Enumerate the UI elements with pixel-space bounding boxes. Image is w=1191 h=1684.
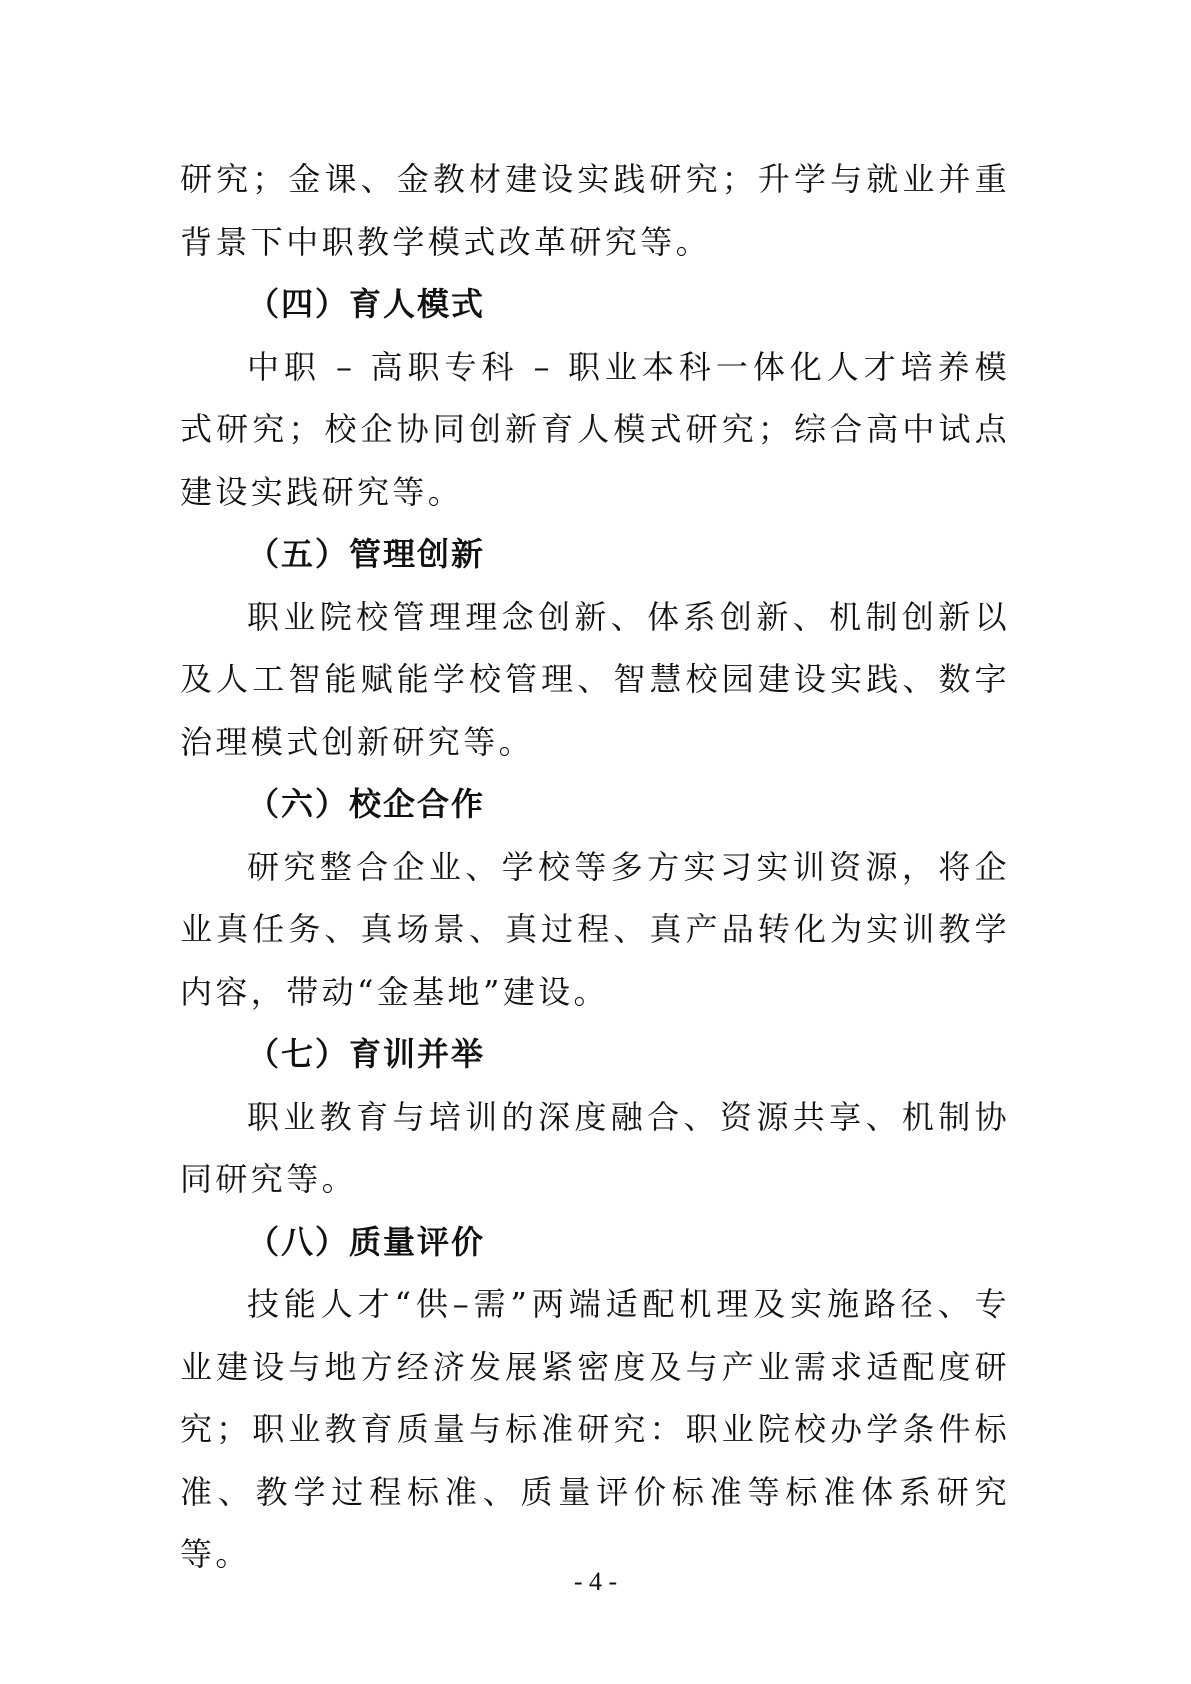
- section-body-8: 技能人才“供–需”两端适配机理及实施路径、专业建设与地方经济发展紧密度及与产业需求适配度研究；职业教育质量与标准研究：职业院校办学条件标准、教学过程标准、质量评价标准等标准体系研究等。: [180, 1285, 1010, 1573]
- section-heading-7: （七）育训并举: [247, 1035, 486, 1073]
- section-body-6: 研究整合企业、学校等多方实习实训资源，将企业真任务、真场景、真过程、真产品转化为实训教学内容，带动“金基地”建设。: [180, 847, 1010, 1011]
- document-page: [180, 148, 1010, 1586]
- intro-paragraph: 研究；金课、金教材建设实践研究；升学与就业并重背景下中职教学模式改革研究等。: [180, 160, 1010, 261]
- section-body-4: 中职 – 高职专科 – 职业本科一体化人才培养模式研究；校企协同创新育人模式研究；综合高中试点建设实践研究等。: [180, 347, 1010, 511]
- section-body-7: 职业教育与培训的深度融合、资源共享、机制协同研究等。: [180, 1097, 1010, 1198]
- section-body-5: 职业院校管理理念创新、体系创新、机制创新以及人工智能赋能学校管理、智慧校园建设实践、数字治理模式创新研究等。: [180, 597, 1010, 761]
- page-number: - 4 -: [573, 1567, 618, 1596]
- section-heading-4: （四）育人模式: [247, 285, 486, 323]
- section-heading-5: （五）管理创新: [247, 535, 486, 573]
- section-heading-8: （八）质量评价: [247, 1222, 486, 1261]
- section-heading-6: （六）校企合作: [247, 785, 486, 823]
